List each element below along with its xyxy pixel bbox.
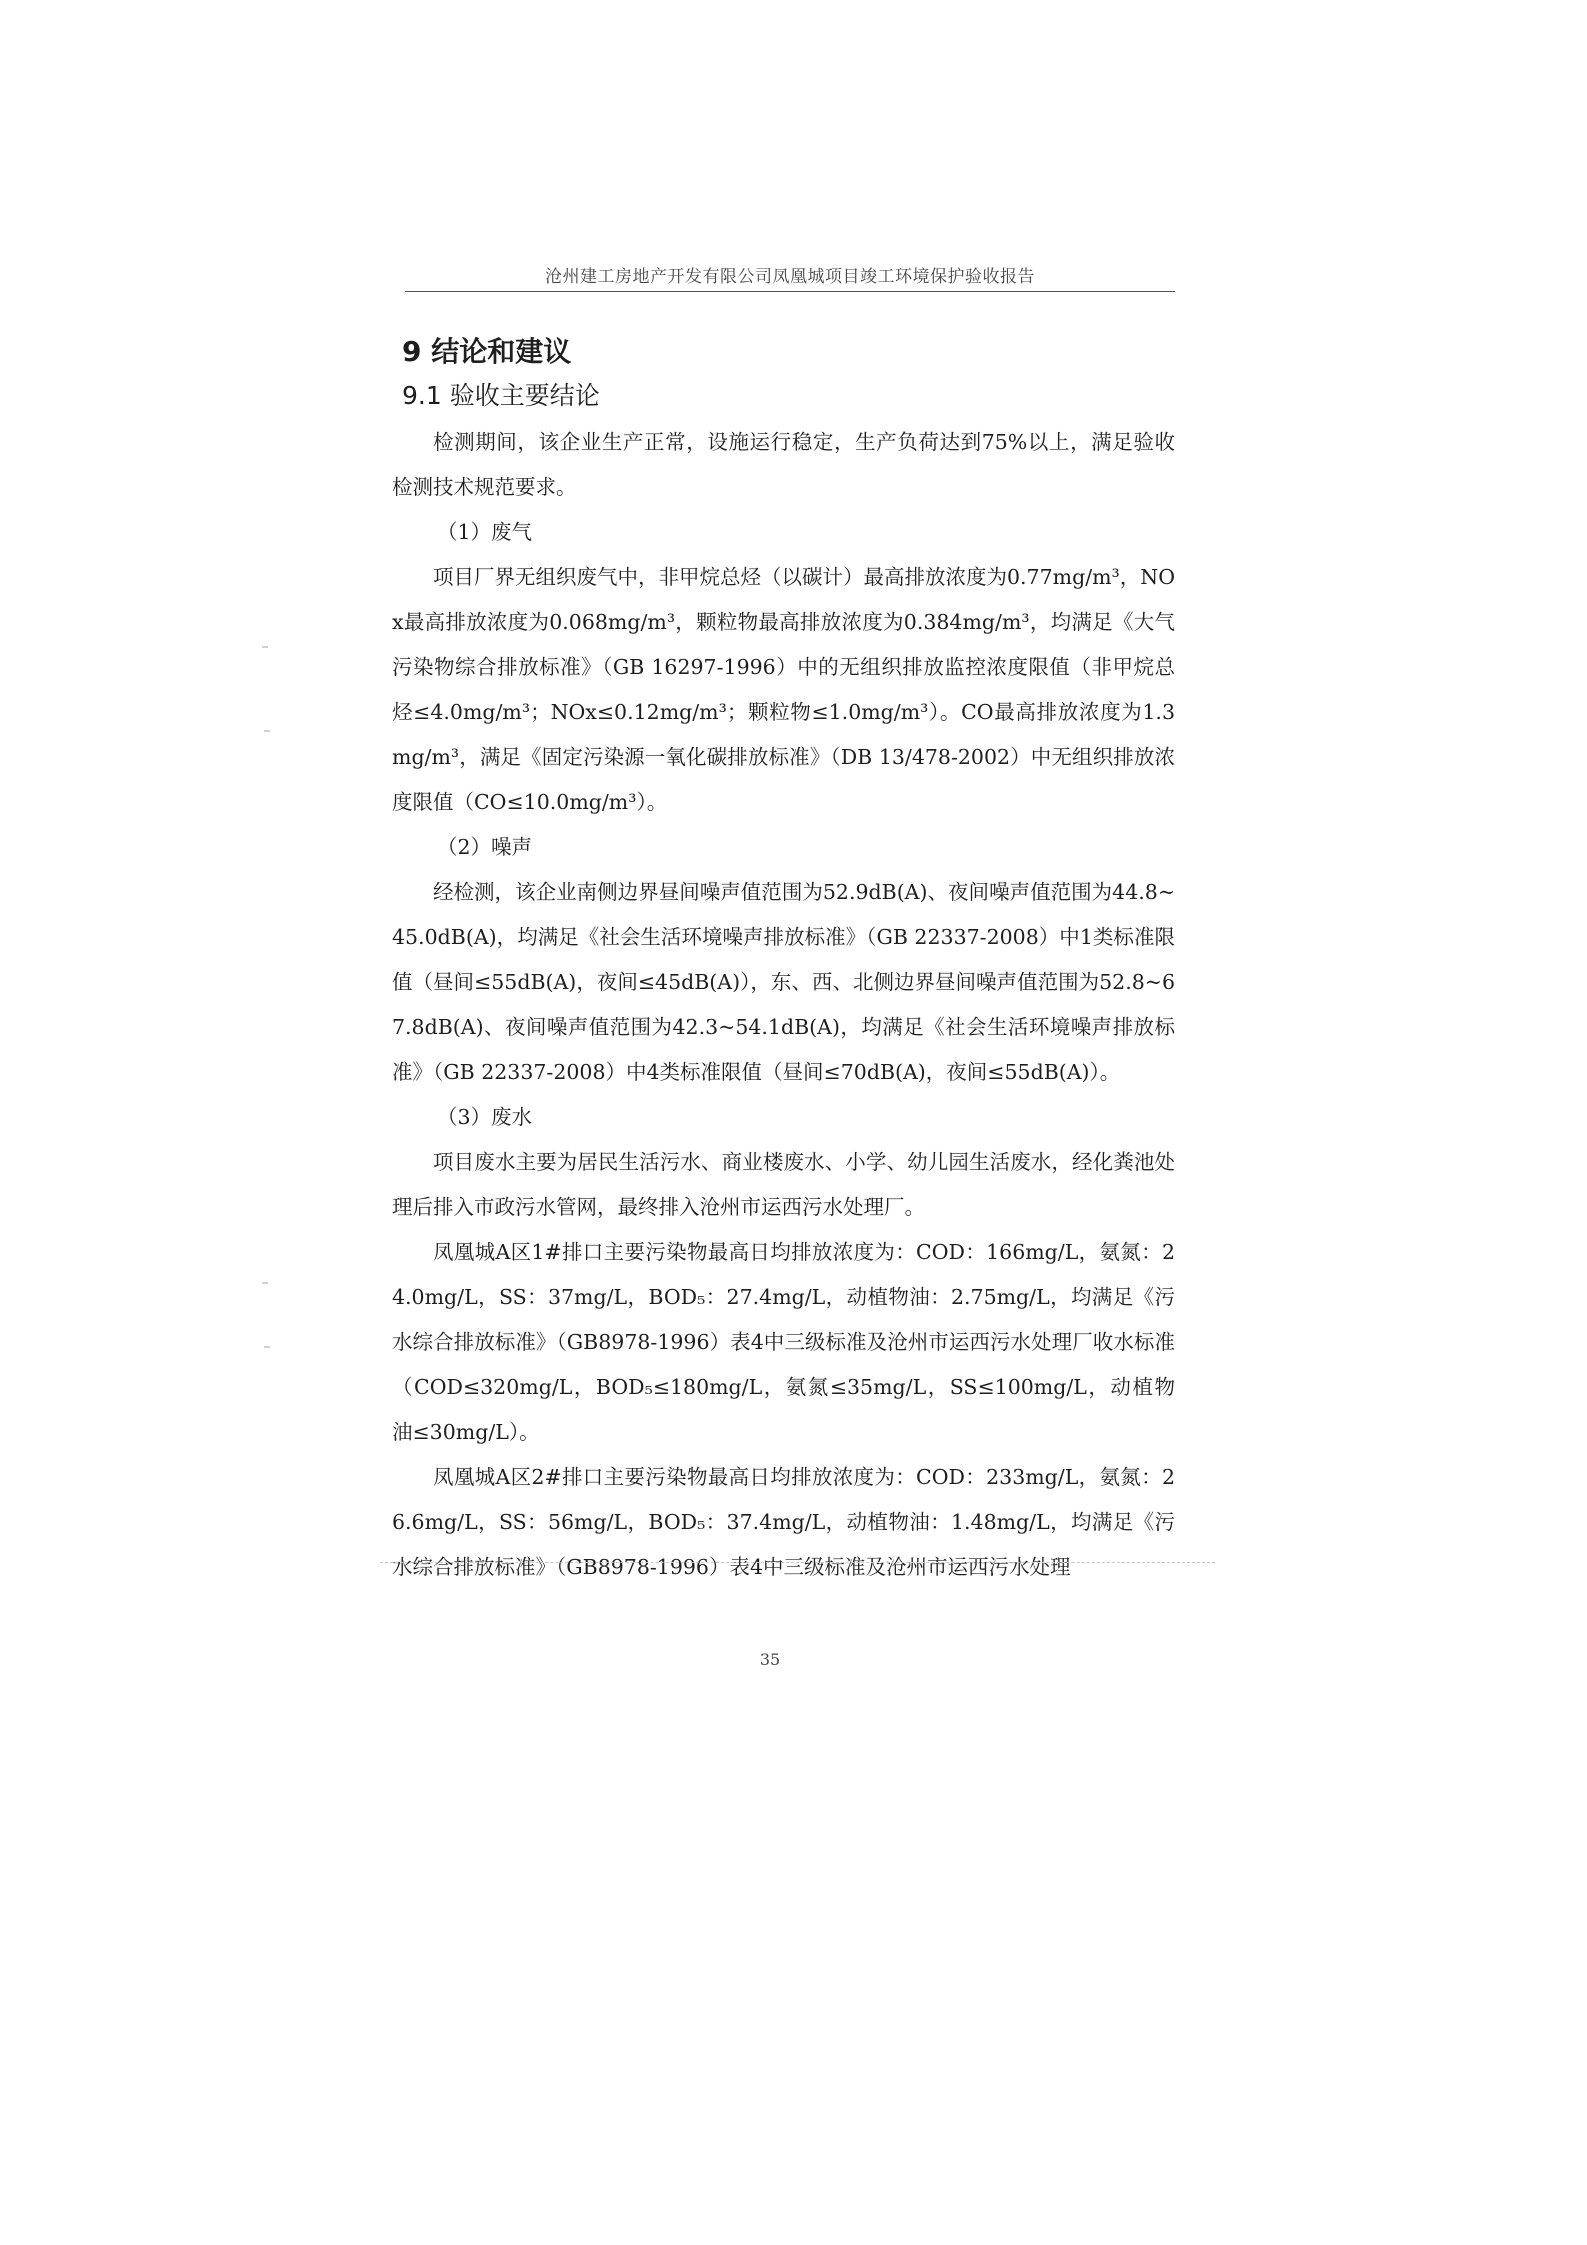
subsection-heading: 9.1 验收主要结论 — [402, 381, 600, 410]
scan-speck — [264, 730, 270, 732]
wastewater-heading: （3）废水 — [437, 1105, 533, 1129]
noise-paragraph: 经检测，该企业南侧边界昼间噪声值范围为52.9dB(A)、夜间噪声值范围为44.8~45.0dB(A)，均满足《社会生活环境噪声排放标准》（GB 22337-2008）中1类标准限值（昼间≤55dB(A)，夜间≤45dB(A)），东、西、北侧边界昼间噪声值范围为52.8~67.8dB(A)、夜间噪声值范围为42.3~54.1dB(A)，均满足《社会生活环境噪声排放标准》（GB 22337-2008）中4类标准限值（昼间≤70dB(A)，夜间≤55dB(A)）。 — [392, 880, 1175, 1084]
section-heading: 9 结论和建议 — [402, 335, 572, 368]
wastewater-paragraph-3: 凤凰城A区2#排口主要污染物最高日均排放浓度为：COD：233mg/L，氨氮：26.6mg/L，SS：56mg/L，BOD₅：37.4mg/L，动植物油：1.48mg/L，均满足《污水综合排放标准》（GB8978-1996）表4中三级标准及沧州市运西污水处理 — [392, 1465, 1175, 1579]
wastewater-paragraph-2: 凤凰城A区1#排口主要污染物最高日均排放浓度为：COD：166mg/L，氨氮：24.0mg/L，SS：37mg/L，BOD₅：27.4mg/L，动植物油：2.75mg/L，均满足《污水综合排放标准》（GB8978-1996）表4中三级标准及沧州市运西污水处理厂收水标准（COD≤320mg/L，BOD₅≤180mg/L，氨氮≤35mg/L，SS≤100mg/L，动植物油≤30mg/L）。 — [392, 1240, 1175, 1444]
page-body — [392, 318, 1175, 1590]
noise-heading: （2）噪声 — [437, 835, 533, 859]
scan-speck — [262, 646, 268, 648]
scan-speck — [264, 1346, 270, 1348]
running-header: 沧州建工房地产开发有限公司凤凰城项目竣工环境保护验收报告 — [545, 267, 1035, 287]
scan-fold-line — [380, 1562, 1215, 1563]
wastewater-paragraph-1: 项目废水主要为居民生活污水、商业楼废水、小学、幼儿园生活废水，经化粪池处理后排入市政污水管网，最终排入沧州市运西污水处理厂。 — [392, 1150, 1175, 1219]
scan-speck — [262, 1282, 268, 1284]
exhaust-gas-paragraph: 项目厂界无组织废气中，非甲烷总烃（以碳计）最高排放浓度为0.77mg/m³，NOx最高排放浓度为0.068mg/m³，颗粒物最高排放浓度为0.384mg/m³，均满足《大气污染物综合排放标准》（GB 16297-1996）中的无组织排放监控浓度限值（非甲烷总烃≤4.0mg/m³；NOx≤0.12mg/m³；颗粒物≤1.0mg/m³）。CO最高排放浓度为1.3mg/m³，满足《固定污染源一氧化碳排放标准》（DB 13/478-2002）中无组织排放浓度限值（CO≤10.0mg/m³）。 — [392, 565, 1176, 814]
page-number: 35 — [759, 1650, 781, 1669]
header-rule — [405, 291, 1175, 292]
exhaust-gas-heading: （1）废气 — [437, 520, 533, 544]
intro-paragraph: 检测期间，该企业生产正常，设施运行稳定，生产负荷达到75%以上，满足验收检测技术规范要求。 — [392, 430, 1175, 499]
